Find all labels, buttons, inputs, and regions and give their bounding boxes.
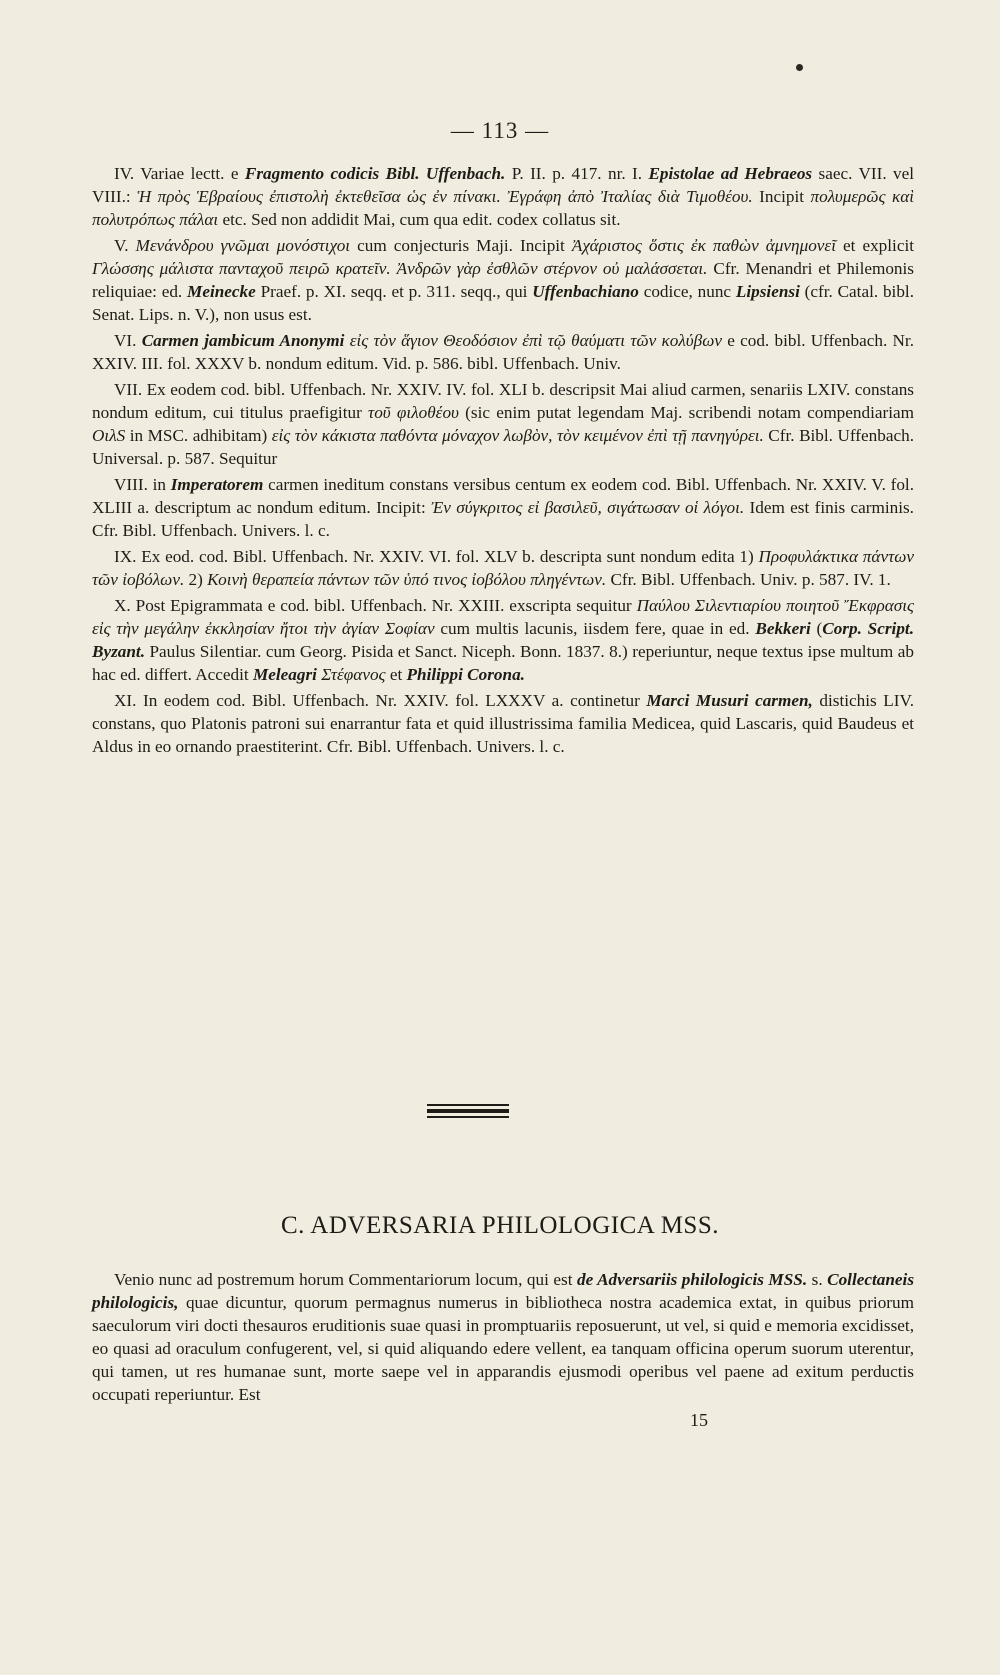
section-body [92, 1268, 914, 1409]
section-title: C. ADVERSARIA PHILOLOGICA MSS. [281, 1212, 719, 1239]
list-item: IV. Variae lectt. e Fragmento codicis Bibl. Uffenbach. P. II. p. 417. nr. I. Epistolae ad Hebraeos saec. VII. vel VIII.: Ἡ πρὸς Ἑβραίους ἐπιστολὴ ἐκτεθεῖσα ὡς ἐν πίνακι. Ἐγράφη ἀπὸ Ἰταλίας διὰ Τιμοθέου. Incipit πολυμερῶς καὶ πολυτρόπως πάλαι etc. Sed non addidit Mai, cum qua edit. codex collatus sit. [92, 164, 915, 229]
section-divider [427, 1104, 509, 1106]
section-divider [427, 1109, 509, 1113]
signature-mark: 15 [690, 1410, 708, 1430]
list-item: V. Μενάνδρου γνῶμαι μονόστιχοι cum conjecturis Maji. Incipit Ἀχάριστος ὅστις ἐκ παθὼν ἀμνημονεῖ et explicit Γλώσσης μάλιστα πανταχοῦ πειρῶ κρατεῖν. Ἀνδρῶν γὰρ ἐσθλῶν στέρνον οὐ μαλάσσεται. Cfr. Menandri et Philemonis reliquiae: ed. Meinecke Praef. p. XI. seqq. et p. 311. seqq., qui Uffenbachiano codice, nunc Lipsiensi (cfr. Catal. bibl. Senat. Lips. n. V.), non usus est. [92, 236, 915, 324]
list-item: VII. Ex eodem cod. bibl. Uffenbach. Nr. XXIV. IV. fol. XLI b. descripsit Mai aliud carmen, senariis LXIV. constans nondum editum, cui titulus praefigitur τοῦ φιλοθέου (sic enim putat legendam Maj. scribendi notam compendiariam ΟιλS in MSC. adhibitam) εἰς τὸν κάκιστα παθόντα μόναχον λωβὸν, τὸν κειμένον ἐπὶ τῇ πανηγύρει. Cfr. Bibl. Uffenbach. Universal. p. 587. Sequitur [92, 380, 914, 468]
list-item: VI. Carmen jambicum Anonymi εἰς τὸν ἅγιον Θεοδόσιον ἐπὶ τῷ θαύματι τῶν κολύβων e cod. bibl. Uffenbach. Nr. XXIV. III. fol. XXXV b. nondum editum. Vid. p. 586. bibl. Uffenbach. Univ. [92, 331, 915, 373]
section-divider [427, 1116, 509, 1118]
list-item: IX. Ex eod. cod. Bibl. Uffenbach. Nr. XXIV. VI. fol. XLV b. descripta sunt nondum edita 1) Προφυλάκτικα πάντων τῶν ἰοβόλων. 2) Κοινὴ θεραπεία πάντων τῶν ὑπό τινος ἰοβόλου πληγέντων. Cfr. Bibl. Uffenbach. Univ. p. 587. IV. 1. [92, 547, 914, 589]
list-item: X. Post Epigrammata e cod. bibl. Uffenbach. Nr. XXIII. exscripta sequitur Παύλου Σιλεντιαρίου ποιητοῦ Ἔκφρασις εἰς τὴν μεγάλην ἐκκλησίαν ἤτοι τὴν ἁγίαν Σοφίαν cum multis lacunis, iisdem fere, quae in ed. Bekkeri (Corp. Script. Byzant. Paulus Silentiar. cum Georg. Pisida et Sanct. Niceph. Bonn. 1837. 8.) reperiuntur, neque textus ipse multum ab hac ed. differt. Accedit Meleagri Στέφανος et Philippi Corona. [92, 596, 914, 684]
page-number: — 113 — [450, 118, 550, 143]
list-item: VIII. in Imperatorem carmen ineditum constans versibus centum ex eodem cod. Bibl. Uffenbach. Nr. XXIV. V. fol. XLIII a. descriptum ac nondum editum. Incipit: Ἐν σύγκριτος εἰ βασιλεῦ, σιγάτωσαν οἱ λόγοι. Idem est finis carminis. Cfr. Bibl. Uffenbach. Univers. l. c. [92, 475, 915, 540]
paragraph: Venio nunc ad postremum horum Commentariorum locum, qui est de Adversariis philologicis MSS. s. Collectaneis philologicis, quae dicuntur, quorum permagnus numerus in bibliotheca nostra academica extat, in quibus priorum saeculorum viri docti thesauros eruditionis suae quasi in promptuariis reposuerunt, ut vel, si quid e memoria excidisset, eo quasi ad oraculum confugerent, vel, si quid aliquando edere vellent, ea tanquam officina operum suorum uterentur, qui tamen, ut res humanae sunt, morte saepe vel in apparandis ejusmodi operibus vel paene ad exitum perductis occupati reperiuntur. Est [92, 1270, 915, 1404]
manuscript-list [92, 162, 914, 761]
ink-dot [796, 64, 803, 71]
list-item: XI. In eodem cod. Bibl. Uffenbach. Nr. XXIV. fol. LXXXV a. continetur Marci Musuri carmen, distichis LIV. constans, quo Platonis patroni sui enarrantur fata et quid illustrissima familia Medicea, quid Lascaris, quid Baudeus et Aldus in eo ornando praestiterint. Cfr. Bibl. Uffenbach. Univers. l. c. [92, 691, 915, 756]
